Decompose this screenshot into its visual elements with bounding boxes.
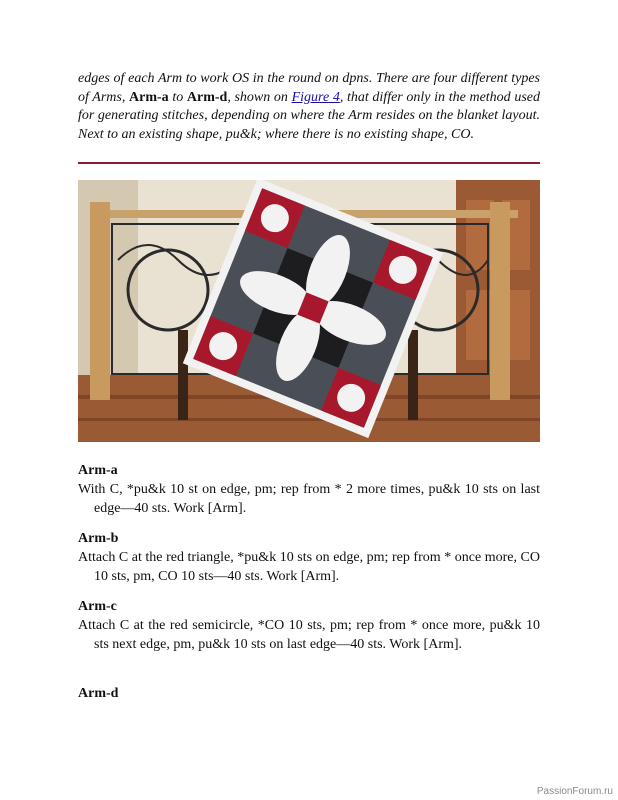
arm-d-bold: Arm-d: [186, 89, 228, 105]
arm-a-bold: Arm-a: [129, 89, 169, 105]
arm-a-heading: Arm-a: [78, 463, 118, 478]
divider-rule: [78, 162, 540, 164]
arm-c-heading: Arm-c: [78, 599, 117, 614]
arm-c-section: [78, 597, 540, 654]
arm-a-section: [78, 461, 540, 518]
arm-a-text: With C, *pu&k 10 st on edge, pm; rep from * 2 more times, pu&k 10 sts on last edge—40 sts. Work [Arm].: [78, 482, 540, 516]
figure-4-link[interactable]: Figure 4: [291, 89, 340, 105]
intro-text-2: to: [168, 89, 187, 105]
blanket-photo: [78, 180, 540, 442]
arm-c-text: Attach C at the red semicircle, *CO 10 sts, pm; rep from * once more, pu&k 10 sts next edge, pm, pu&k 10 sts on last edge—40 sts. Work [Arm].: [78, 618, 540, 652]
arm-b-text: Attach C at the red triangle, *pu&k 10 sts on edge, pm; rep from * once more, CO 10 sts, pm, CO 10 sts—40 sts. Work [Arm].: [78, 550, 540, 584]
intro-text-4: , that differ only in the method used for generating stitches, depending on where the Arm resides on the blanket layout. Next to an existing shape, pu&k; where there is no existing shape, CO.: [78, 89, 540, 142]
intro-paragraph: [78, 70, 540, 144]
intro-text-3: , shown on: [227, 89, 292, 105]
arm-d-section: [78, 684, 540, 703]
arm-b-section: [78, 529, 540, 586]
watermark: PassionForum.ru: [536, 786, 613, 797]
intro-text-1: edges of each Arm to work OS in the round on dpns. There are four different types of Arms,: [78, 71, 540, 105]
arm-d-heading: Arm-d: [78, 686, 119, 701]
arm-b-heading: Arm-b: [78, 531, 119, 546]
